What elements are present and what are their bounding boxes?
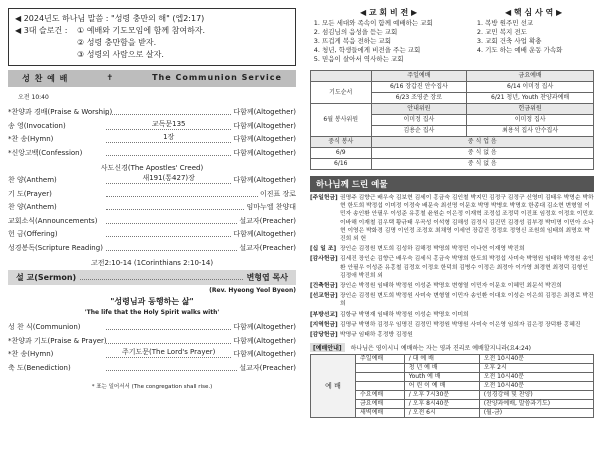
duty-table: 주일예배 금요예배 기도순서 6/16 장갑진 안수집사 6/14 이미정 집사 6/23 조영준 장로 6/21 청년, Youth 찬양과예배 6월 봉사위원 안내위원 헌금위원 이미정 집사 이미정 집사 김용순 집사 최용석 집사 안수집사 중식 봉사 중 식 업 음 6/9 중 식 없 음 6/16 중 식 없 음 xyxy=(310,70,594,170)
order-item: *찬양과 기도(Praise & Prayer) 다함께(Altogether) xyxy=(8,336,296,345)
order-item: 교회소식(Announcements) 설교자(Preacher) xyxy=(8,216,296,225)
order-item: 헌 금(Offering) 다함께(Altogether) xyxy=(8,230,296,238)
order-list-2 xyxy=(8,175,296,256)
order-item: 성경봉독(Scripture Reading) 설교자(Preacher) xyxy=(8,243,296,252)
slogan-2: ② 성령 충만함을 받자. xyxy=(77,38,157,47)
order-item: 송 영(Invocation) 교독문135 다함께(Altogether) xyxy=(8,119,296,130)
worship-table: 예 배 주일예배 / 대 예 배 오전 10시40분 청 년 예 배 오후 2시 Youth 예 배 오전 10시40분 어 린 이 예 배 오전 10시40분 수요예배 / 오후 7시30분 (성경강해 및 찬양) 금요예배 / 오후 8시40분 (찬양과예배, 말씀과기도) 새벽예배 / 오전 6시 (월-금) xyxy=(310,354,594,418)
rise-note: * 표는 일어서서 (The congregation shall rise.) xyxy=(91,384,213,390)
theme-box xyxy=(8,8,296,66)
cross-icon: ✝ xyxy=(106,73,115,82)
order-item: *찬양과 경배(Praise & Worship) 다함께(Altogether) xyxy=(8,108,296,116)
order-list-1 xyxy=(8,107,296,161)
scripture: 고전2:10-14 (1Corinthians 2:10-14) xyxy=(90,259,214,267)
service-title-ko: 성 찬 예 배 xyxy=(22,74,69,83)
offering-section-title: 하나님께 드린 예물 xyxy=(310,176,594,192)
theme-line: ◀ 2024년도 하나님 말씀 : "성령 충만의 해" (엡2:17) xyxy=(15,14,205,23)
offering-row: [십 일 조] 장인순 김정원 변도희 김성하 김해정 박명희 박정민 이나현 이재영 박진희 xyxy=(310,246,525,253)
order-item: 찬 양(Anthem) 임마누엘 찬양대 xyxy=(8,203,296,211)
order-item: *찬 송(Hymn) 주기도문(The Lord's Prayer) 다함께(Altogether) xyxy=(8,348,296,358)
offering-row: [부방선교] 김항규 박명재 임태하 박정원 이성순 박명호 이미희 xyxy=(310,311,469,318)
slogan-3: ③ 성령의 사람으로 살자. xyxy=(77,50,164,59)
vision-mission xyxy=(310,8,594,64)
vision-title: ◀ 교 회 비 전 ▶ xyxy=(359,8,418,17)
worship-guide: [예배안내] 하나님은 영이시니 예배하는 자는 영과 진리로 예배할지니라(요4:24) xyxy=(310,343,594,352)
offering-row: [감사헌금] 김세진 장인순 김향근 배우숙 김세식 홍금숙 박명희 한도희 박정섭 사미숙 박명원 임태하 박정원 송인환 안필우 이성준 유홍철 김정호 이정호 한덕희 김병수 이정은 최정아 이가영 최경현 최정덕 김형인 김정애 박진희 외 xyxy=(310,256,594,279)
offering-row: [지역헌금] 김명규 박명하 김정우 임명진 김정민 박정원 박명원 사미숙 이은영 임희자 김은정 장덕환 홍혜진 xyxy=(310,321,581,328)
sermon-title: "성령님과 동행하는 삶" xyxy=(110,297,194,306)
order-item: *찬 송(Hymn) 1장 다함께(Altogether) xyxy=(8,133,296,143)
vision-list: 1. 모든 세대와 족속이 함께 예배하는 교회 2. 섬김님의 음성을 듣는 교회 3. 뜨겁게 복음 전하는 교회 4. 청년, 학생들에게 비전을 주는 교회 5. 믿음이 살아서 역사하는 교회 xyxy=(310,19,467,64)
order-item: *신앙고백(Confession) 다함께(Altogether) xyxy=(8,148,296,157)
order-item: 성 찬 식(Communion) 다함께(Altogether) xyxy=(8,323,296,331)
offering-row: [선교헌금] 장인순 김정원 변도희 박정원 사미숙 변형열 이민자 송인환 이대호 이성순 이은희 김정은 최경로 박진희 xyxy=(310,293,594,308)
sermon-title-en: 'The life that the Holy Spirit walks with' xyxy=(84,309,220,316)
mission-list: 1. 복방 원주민 선교 2. 교민 복지 전도 3. 교회 건축 사업 확충 4. 기도 하는 예배 운동 가속화 xyxy=(473,19,594,55)
order-list-3 xyxy=(8,322,296,376)
service-title-en: The Communion Service xyxy=(152,73,282,82)
service-title-bar xyxy=(8,70,296,87)
creed: 사도신경(The Apostles' Creed) xyxy=(100,164,204,172)
order-item: 찬 양(Anthem) 새191(통427)장 다함께(Altogether) xyxy=(8,174,296,184)
mission-title: ◀ 핵 심 사 역 ▶ xyxy=(504,8,563,17)
order-item: 축 도(Benediction) 설교자(Preacher) xyxy=(8,363,296,372)
offering-row: [감당헌금] 박명규 임태하 홍정방 김정원 xyxy=(310,332,413,339)
sermon-preacher: 변형엽 목사 xyxy=(246,273,288,282)
offering-row: [건축헌금] 장인순 박정원 임태하 박정원 이성준 박명호 변형열 이민자 이문호 이혜민 최문석 박진희 xyxy=(310,283,562,290)
sermon-label: 설 교(Sermon) xyxy=(16,273,77,282)
left-column xyxy=(8,8,296,390)
order-item: 기 도(Prayer) 이진표 장로 xyxy=(8,189,296,198)
slogan-1: ① 예배와 기도모임에 함께 참여하자. xyxy=(77,26,206,35)
slogan-label: ◀ 3대 슬로건 : xyxy=(15,26,68,35)
offering-row: [주일헌금] 권명주 김향근 배우숙 김보현 김세이 홍금숙 김인철 박지민 김정구 김정구 신영미 김태우 박명순 박하현 한도희 박정섭 이미정 이정숙 배문숙 최선명 이문호 박명 박병호 박명호 한종대 김소현 변형열 이민자 송인환 안필우 이성준 유홍철 윤원순 이은정 이재혁 조정섭 조정덕 이진표 임정호 이정호 이민호 이바해 이재철 김우택 황규태 우곡성 이석형 김해성 김정식 김진민 김경성 김부경 박미명 이민아 소나현 이영은 박화경 김명 이인정 조정호 최채영 이세연 장갑진 정정호 정영신 조원희 임태희 최명호 박진희 외 헌 xyxy=(310,195,594,243)
service-time: 오전 10:40 xyxy=(18,94,49,101)
sermon-bar xyxy=(8,270,296,285)
offering-list xyxy=(310,194,594,339)
right-column xyxy=(310,8,594,418)
preacher-en: (Rev. Hyeong Yeol Byeon) xyxy=(209,287,296,294)
